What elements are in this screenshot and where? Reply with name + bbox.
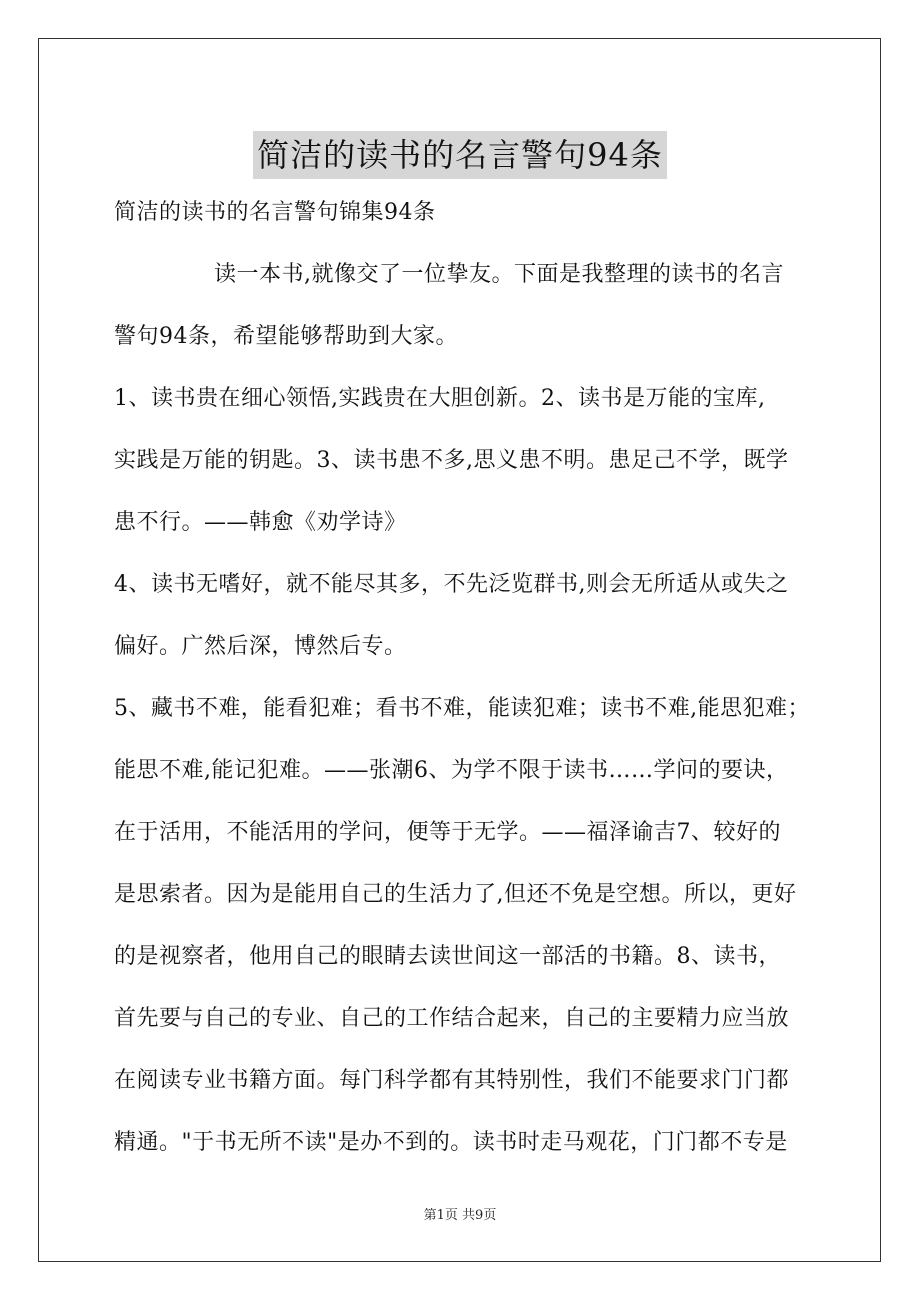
paragraph-line: 精通。"于书无所不读"是办不到的。读书时走马观花，门门都不专是 [114, 1130, 788, 1155]
paragraph-line: 5、藏书不难，能看犯难；看书不难，能读犯难；读书不难,能思犯难； [114, 696, 810, 721]
paragraph-line: 能思不难,能记犯难。——张潮6、为学不限于读书……学问的要诀， [114, 758, 789, 783]
document-title: 简洁的读书的名言警句94条 [253, 131, 667, 179]
paragraph-line: 是思索者。因为是能用自己的生活力了,但还不免是空想。所以，更好 [114, 882, 797, 907]
paragraph-line: 警句94条，希望能够帮助到大家。 [114, 324, 458, 349]
paragraph-line: 读一本书,就像交了一位挚友。下面是我整理的读书的名言 [214, 262, 784, 287]
paragraph-line: 在于活用，不能活用的学问，便等于无学。——福泽谕吉7、较好的 [114, 820, 781, 845]
title-container [0, 110, 920, 201]
paragraph-line: 4、读书无嗜好，就不能尽其多，不先泛览群书,则会无所适从或失之 [114, 572, 789, 597]
paragraph-line: 偏好。广然后深，博然后专。 [114, 634, 407, 659]
page-footer: 第1页 共9页 [423, 1208, 497, 1223]
paragraph-line: 1、读书贵在细心领悟,实践贵在大胆创新。2、读书是万能的宝库, [114, 386, 766, 411]
paragraph-line: 在阅读专业书籍方面。每门科学都有其特别性，我们不能要求门门都 [114, 1068, 790, 1093]
paragraph-line: 实践是万能的钥匙。3、读书患不多,思义患不明。患足己不学，既学 [114, 448, 789, 473]
paragraph-line: 的是视察者，他用自己的眼睛去读世间这一部活的书籍。8、读书， [114, 944, 781, 969]
paragraph-line: 首先要与自己的专业、自己的工作结合起来，自己的主要精力应当放 [114, 1006, 790, 1031]
paragraph-line: 患不行。——韩愈《劝学诗》 [114, 510, 407, 535]
document-subtitle: 简洁的读书的名言警句锦集94条 [114, 200, 436, 225]
